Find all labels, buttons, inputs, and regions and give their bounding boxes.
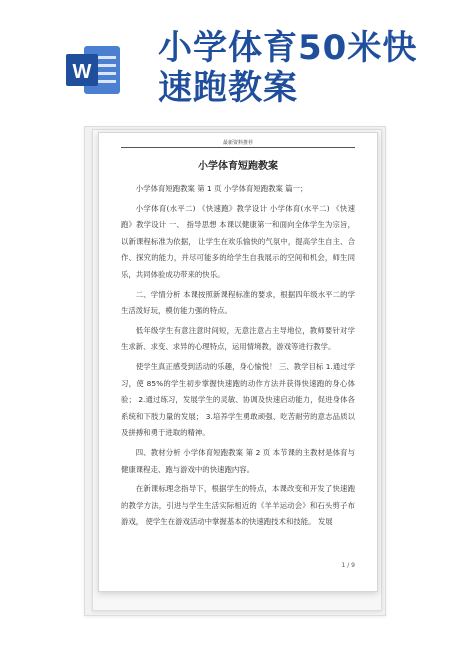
banner-title-line1: 小学体育50米快 [158, 28, 418, 68]
paragraph: 四、教材分析 小学体育短跑教案 第 2 页 本节课的主教材是体育与健康课程走、跑与游戏中的快速跑内容。 [121, 447, 355, 474]
banner-title-line2: 速跑教案 [158, 68, 298, 108]
paragraph: 二、学情分析 本课按照新课程标准的要求，根据四年级水平二的学生活泼好玩，模仿能力强的特点。 [121, 289, 355, 316]
paragraph: 使学生真正感受到活动的乐趣，身心愉悦！ 三、教学目标 1.通过学习，使 85%的学生初步掌握快速跑的动作方法并获得快速跑的身心体验； 2.通过练习，发展学生的灵敏、协调及快速启动能力，促进身体各系统和下肢力量的发展； 3.培养学生勇敢顽强、吃苦耐劳的意志品质以及拼搏和勇于进取的精神。 [121, 361, 355, 438]
banner [0, 0, 474, 118]
paragraph: 小学体育短跑教案 第 1 页 小学体育短跑教案 篇一； [135, 184, 308, 193]
document-body [121, 181, 355, 534]
paragraph: 小学体育(水平二) 《快速跑》教学设计 小学体育(水平二) 《快速跑》教学设计 一、 指导思想 本课以健康第一和面向全体学生为宗旨，以新课程标准为依据， 让学生在欢乐愉快的气氛中，提高学生自主、合作、探究的能力，并尽可能多的给学生自我展示的空间和机会，师生同乐，共同体验成功带来的快乐。 [121, 203, 355, 279]
page-number: 1 / 9 [341, 562, 355, 569]
banner-title [158, 28, 458, 108]
paragraph: 在新课标理念指导下，根据学生的特点，本课改变和开发了快速跑的教学方法，引进与学生生活实际相近的《羊羊运动会》和石头剪子布游戏， 使学生在游戏活动中掌握基本的快速跑技术和技能。 发展 [121, 484, 355, 527]
page-header: 最新资料推荐 [99, 139, 377, 146]
paragraph: 低年级学生有意注意时间短，无意注意占主导地位，教师要针对学生求新、求变、求异的心理特点，运用情境教，游戏等进行教学。 [121, 325, 355, 352]
word-document-icon [64, 40, 124, 100]
logo-letter: W [72, 61, 92, 83]
header-rule [121, 147, 355, 148]
document-page [98, 132, 378, 592]
document-title: 小学体育短跑教案 [198, 161, 278, 172]
